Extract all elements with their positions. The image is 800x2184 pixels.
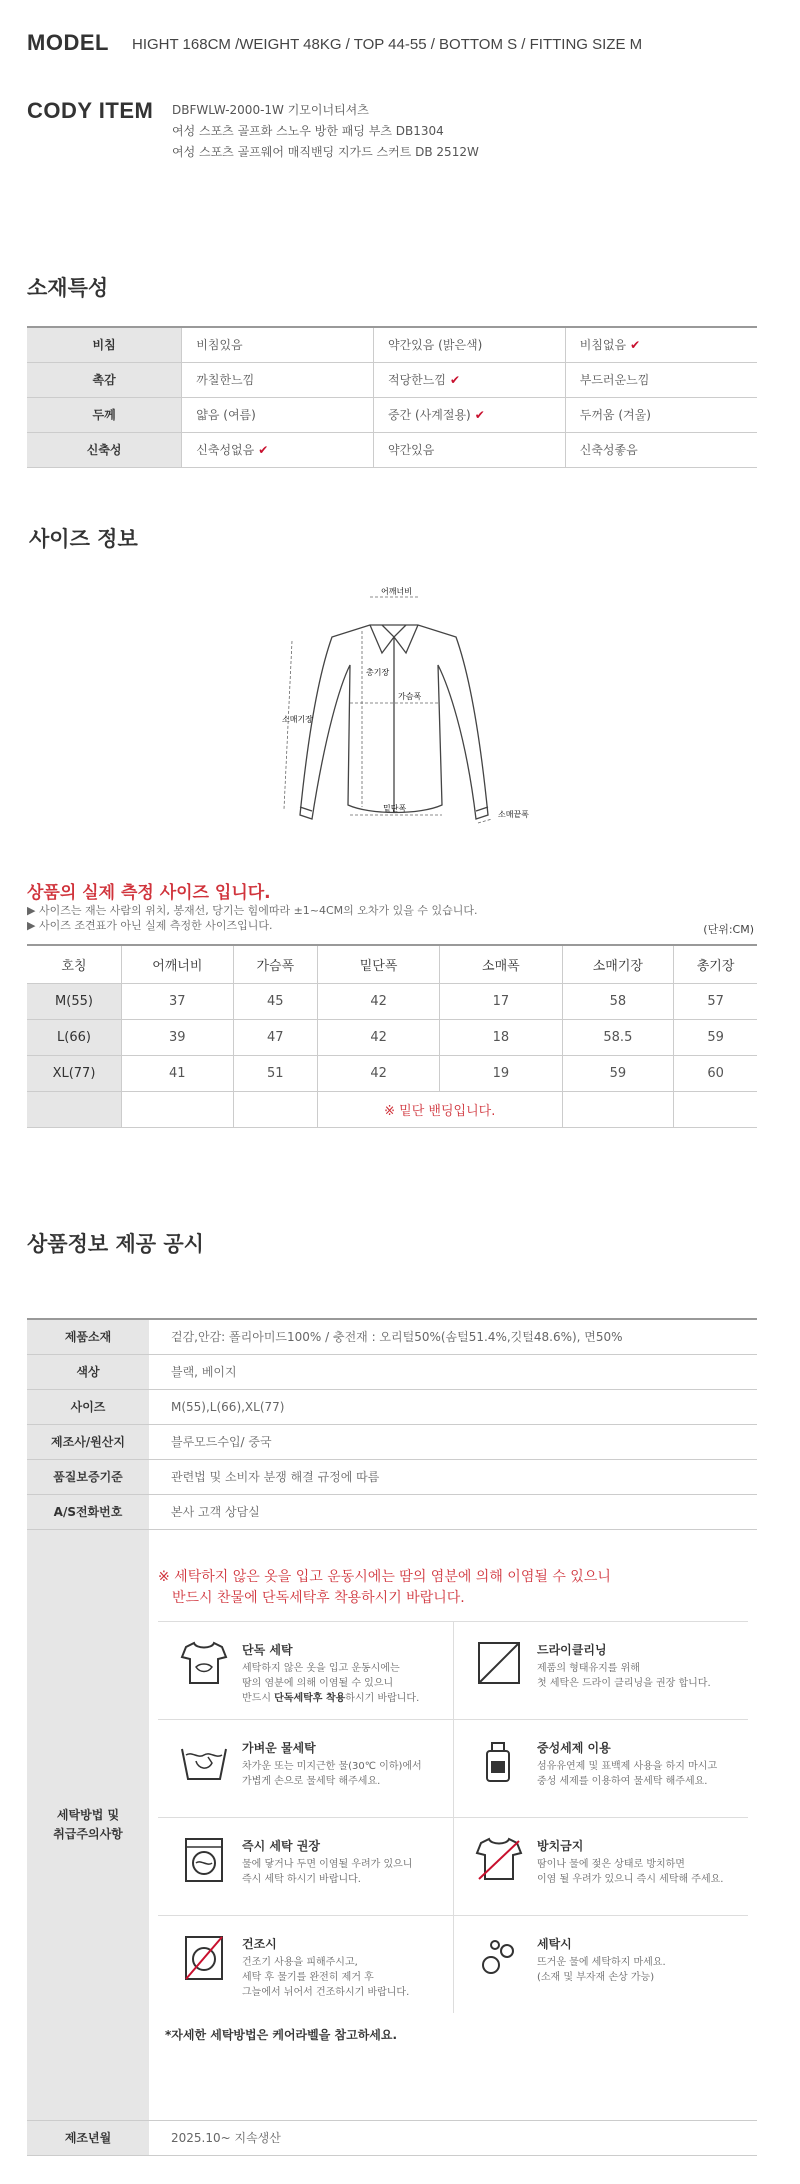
info-row-head: A/S전화번호 bbox=[27, 1494, 149, 1529]
size-cell bbox=[121, 1091, 233, 1127]
size-cell: 19 bbox=[440, 1055, 562, 1091]
material-cell-text: 신축성없음 bbox=[196, 443, 255, 457]
care-item bbox=[453, 1915, 748, 2013]
product-info-title: 상품정보 제공 공시 bbox=[27, 1232, 204, 1256]
size-cell bbox=[233, 1091, 317, 1127]
size-column-header: 밑단폭 bbox=[317, 945, 439, 983]
material-cell bbox=[565, 397, 757, 432]
size-column-header: 소매폭 bbox=[440, 945, 562, 983]
info-row-head: 제품소재 bbox=[27, 1319, 149, 1354]
info-row-value: 블랙, 베이지 bbox=[149, 1354, 757, 1389]
care-item-desc bbox=[537, 1857, 742, 1887]
size-cell: 58.5 bbox=[562, 1019, 674, 1055]
size-cell bbox=[562, 1091, 674, 1127]
care-desc-line: 그늘에서 뉘어서 건조하시기 바랍니다. bbox=[242, 1987, 410, 1998]
material-cell-text: 약간있음 (밝은색) bbox=[388, 338, 483, 353]
info-row bbox=[27, 1459, 757, 1494]
size-cell: 45 bbox=[233, 983, 317, 1019]
info-row-head: 사이즈 bbox=[27, 1389, 149, 1424]
care-item bbox=[158, 1817, 453, 1915]
size-cell: 60 bbox=[674, 1055, 757, 1091]
care-desc-line: 땀의 염분에 의해 이염될 수 있으니 bbox=[242, 1678, 394, 1689]
care-item-desc bbox=[537, 1955, 742, 1985]
care-desc-line: 중성 세제를 이용하여 물세탁 해주세요. bbox=[537, 1776, 708, 1787]
jacket-outline bbox=[300, 625, 488, 819]
size-note: ▶ 사이즈 조견표가 아닌 실제 측정한 사이즈입니다. bbox=[27, 919, 273, 932]
size-cell: 59 bbox=[562, 1055, 674, 1091]
material-cell bbox=[565, 327, 757, 362]
size-section-title: 사이즈 정보 bbox=[29, 527, 138, 551]
size-column-header: 총기장 bbox=[674, 945, 757, 983]
care-footnote: *자세한 세탁방법은 케어라벨을 참고하세요. bbox=[165, 2028, 398, 2042]
material-row bbox=[27, 397, 757, 432]
info-row-head: 제조사/원산지 bbox=[27, 1424, 149, 1459]
size-table bbox=[27, 944, 757, 1128]
material-row bbox=[27, 362, 757, 397]
cody-item: 여성 스포츠 골프화 스노우 방한 패딩 부츠 DB1304 bbox=[172, 124, 444, 138]
care-item-title: 건조시 bbox=[242, 1937, 277, 1951]
care-desc-line: 섬유유연제 및 표백제 사용을 하지 마시고 bbox=[537, 1761, 718, 1772]
size-row-head: M(55) bbox=[27, 983, 121, 1019]
material-cell-text: 비침없음 bbox=[579, 338, 627, 353]
dry-clean-icon bbox=[473, 1637, 525, 1689]
size-row-head: L(66) bbox=[27, 1019, 121, 1055]
model-spec: HIGHT 168CM /WEIGHT 48KG / TOP 44-55 / BOTTOM S / FITTING SIZE M bbox=[132, 36, 643, 53]
material-cell-text: 중간 (사계절용) bbox=[388, 408, 471, 422]
care-desc-line: 세탁하지 않은 옷을 입고 운동시에는 bbox=[242, 1663, 400, 1674]
check-icon: ✔ bbox=[258, 443, 269, 457]
care-desc-line: 세탁 후 물기를 완전히 제거 후 bbox=[242, 1972, 374, 1983]
care-desc-line: 즉시 세탁 하시기 바랍니다. bbox=[242, 1874, 361, 1885]
size-cell: 39 bbox=[121, 1019, 233, 1055]
material-cell bbox=[182, 327, 374, 362]
material-cell-text: 비침있음 bbox=[196, 338, 243, 353]
care-desc-line: 이염 될 우려가 있으니 즉시 세탁해 주세요. bbox=[537, 1874, 724, 1885]
label-hem: 밑단폭 bbox=[383, 804, 407, 813]
size-column-header: 호칭 bbox=[27, 945, 121, 983]
size-column-header: 어깨너비 bbox=[121, 945, 233, 983]
material-table bbox=[27, 326, 757, 468]
care-desc-line: 땀이나 물에 젖은 상태로 방치하면 bbox=[537, 1859, 685, 1870]
care-warning bbox=[158, 1567, 611, 1609]
care-item-desc bbox=[537, 1759, 742, 1789]
material-cell bbox=[182, 432, 374, 467]
size-footnote-row bbox=[27, 1091, 757, 1127]
material-cell-text: 적당한느낌 bbox=[388, 373, 446, 387]
care-item bbox=[158, 1915, 453, 2013]
no-leave-wet-icon bbox=[473, 1833, 525, 1885]
care-item-desc bbox=[537, 1661, 742, 1691]
care-item-desc bbox=[242, 1661, 447, 1706]
info-row-value: 블루모드수입/ 중국 bbox=[149, 1424, 757, 1459]
size-row-head bbox=[27, 1091, 121, 1127]
material-cell bbox=[182, 362, 374, 397]
size-cell: 42 bbox=[317, 983, 439, 1019]
material-cell-text: 얇음 (여름) bbox=[196, 408, 256, 422]
care-divider bbox=[453, 1621, 454, 2013]
material-cell-text: 까칠한느낌 bbox=[196, 373, 255, 387]
size-cell: 42 bbox=[317, 1019, 439, 1055]
info-row bbox=[27, 1424, 757, 1459]
care-item-title: 단독 세탁 bbox=[242, 1643, 293, 1657]
care-desc-line: 물에 닿거나 두면 이염될 우려가 있으니 bbox=[242, 1859, 413, 1870]
label-total-length: 총기장 bbox=[366, 668, 390, 677]
care-item bbox=[158, 1719, 453, 1817]
material-cell bbox=[374, 397, 566, 432]
care-item-desc bbox=[242, 1759, 447, 1789]
date-head: 제조년월 bbox=[27, 2120, 149, 2155]
info-row bbox=[27, 1354, 757, 1389]
info-row-value: 본사 고객 상담실 bbox=[149, 1494, 757, 1529]
care-desc-line: 차가운 또는 미지근한 물(30℃ 이하)에서 bbox=[242, 1761, 422, 1772]
material-row bbox=[27, 432, 757, 467]
label-chest: 가슴폭 bbox=[398, 692, 422, 701]
cody-item: 여성 스포츠 골프웨어 매직밴딩 지가드 스커트 DB 2512W bbox=[172, 145, 479, 159]
label-sleeve-cuff: 소매끝폭 bbox=[498, 810, 529, 819]
no-dryer-icon bbox=[178, 1931, 230, 1983]
material-cell-text: 신축성좋음 bbox=[579, 443, 638, 457]
info-row-value: M(55),L(66),XL(77) bbox=[149, 1389, 757, 1424]
care-head-line: 세탁방법 및 bbox=[56, 1807, 120, 1822]
check-icon: ✔ bbox=[474, 408, 485, 422]
size-notes bbox=[27, 903, 478, 933]
unit-label: (단위:CM) bbox=[703, 923, 754, 936]
size-row bbox=[27, 1019, 757, 1055]
size-cell: 41 bbox=[121, 1055, 233, 1091]
material-cell bbox=[565, 432, 757, 467]
label-sleeve-length: 소매기장 bbox=[282, 715, 313, 724]
size-footnote: ※ 밑단 밴딩입니다. bbox=[317, 1091, 562, 1127]
check-icon: ✔ bbox=[449, 373, 461, 387]
size-cell: 57 bbox=[674, 983, 757, 1019]
material-cell bbox=[374, 362, 566, 397]
size-note: ▶ 사이즈는 재는 사람의 위치, 봉재선, 당기는 힘에따라 ±1~4CM의 오차가 있을 수 있습니다. bbox=[27, 904, 478, 917]
care-item bbox=[453, 1621, 748, 1719]
care-item bbox=[158, 1621, 453, 1719]
info-row-value: 겉감,안감: 폴리아미드100% / 충전재 : 오리털50%(솜털51.4%,깃털48.6%), 면50% bbox=[149, 1319, 757, 1354]
care-item-title: 방치금지 bbox=[537, 1839, 584, 1853]
model-label: MODEL bbox=[27, 30, 109, 55]
care-item-title: 중성세제 이용 bbox=[537, 1741, 611, 1755]
material-row-head: 신축성 bbox=[27, 432, 182, 467]
cody-item: DBFWLW-2000-1W 기모이너티셔츠 bbox=[172, 103, 369, 117]
size-cell: 59 bbox=[674, 1019, 757, 1055]
cody-item-label: CODY ITEM bbox=[27, 98, 154, 123]
care-item bbox=[453, 1817, 748, 1915]
care-desc-text: 하시기 바랍니다. bbox=[345, 1693, 420, 1704]
size-cell: 58 bbox=[562, 983, 674, 1019]
care-head-line: 취급주의사항 bbox=[53, 1826, 123, 1841]
detergent-icon bbox=[473, 1735, 525, 1787]
care-item-desc bbox=[242, 1955, 447, 2000]
size-column-header: 가슴폭 bbox=[233, 945, 317, 983]
care-desc-line: 뜨거운 물에 세탁하지 마세요. bbox=[537, 1957, 666, 1968]
info-row-value: 관련법 및 소비자 분쟁 해결 규정에 따름 bbox=[149, 1459, 757, 1494]
check-icon: ✔ bbox=[630, 338, 641, 353]
care-item-title: 세탁시 bbox=[537, 1937, 572, 1951]
info-row bbox=[27, 1319, 757, 1354]
care-item-title: 즉시 세탁 권장 bbox=[242, 1839, 320, 1853]
care-desc-line: 제품의 형태유지를 위해 bbox=[537, 1663, 640, 1674]
care-desc-line: (소재 및 부자재 손상 가능) bbox=[537, 1972, 655, 1983]
size-column-header: 소매기장 bbox=[562, 945, 674, 983]
material-row-head: 두께 bbox=[27, 397, 182, 432]
material-cell-text: 부드러운느낌 bbox=[579, 373, 650, 387]
material-row bbox=[27, 327, 757, 362]
washing-machine-icon bbox=[178, 1833, 230, 1885]
size-cell: 17 bbox=[440, 983, 562, 1019]
material-cell bbox=[374, 432, 566, 467]
care-desc-text: 반드시 bbox=[242, 1693, 275, 1704]
size-row bbox=[27, 1055, 757, 1091]
size-cell: 37 bbox=[121, 983, 233, 1019]
size-row-head: XL(77) bbox=[27, 1055, 121, 1091]
material-row-head: 촉감 bbox=[27, 362, 182, 397]
info-row-head: 품질보증기준 bbox=[27, 1459, 149, 1494]
jacket-size-diagram bbox=[270, 575, 560, 865]
size-cell: 51 bbox=[233, 1055, 317, 1091]
material-row-head: 비침 bbox=[27, 327, 182, 362]
care-warning-line: 반드시 찬물에 단독세탁후 착용하시기 바랍니다. bbox=[172, 1590, 465, 1606]
material-cell bbox=[565, 362, 757, 397]
care-item-title: 드라이클리닝 bbox=[537, 1643, 607, 1657]
material-cell-text: 약간있음 bbox=[388, 443, 435, 457]
info-row-head: 색상 bbox=[27, 1354, 149, 1389]
material-section-title: 소재특성 bbox=[27, 276, 109, 300]
material-cell bbox=[182, 397, 374, 432]
size-cell: 18 bbox=[440, 1019, 562, 1055]
tshirt-wash-icon bbox=[178, 1637, 230, 1689]
care-item-desc bbox=[242, 1857, 447, 1887]
info-row bbox=[27, 1494, 757, 1529]
material-cell-text: 두꺼움 (겨울) bbox=[579, 408, 651, 422]
size-row bbox=[27, 983, 757, 1019]
size-note-title: 상품의 실제 측정 사이즈 입니다. bbox=[27, 883, 271, 903]
bubbles-icon bbox=[473, 1931, 525, 1983]
care-item bbox=[453, 1719, 748, 1817]
care-desc-line: 건조기 사용을 피해주시고, bbox=[242, 1957, 358, 1968]
care-row-head bbox=[27, 1529, 149, 2120]
care-desc-line: 첫 세탁은 드라이 클리닝을 권장 합니다. bbox=[537, 1678, 711, 1689]
care-desc-line bbox=[242, 1691, 447, 1706]
size-cell: 47 bbox=[233, 1019, 317, 1055]
care-desc-emphasis: 단독세탁후 착용 bbox=[274, 1693, 346, 1704]
care-item-title: 가벼운 물세탁 bbox=[242, 1741, 316, 1755]
size-cell bbox=[674, 1091, 757, 1127]
care-desc-line: 가볍게 손으로 물세탁 해주세요. bbox=[242, 1776, 381, 1787]
care-warning-line: ※ 세탁하지 않은 옷을 입고 운동시에는 땀의 염분에 의해 이염될 수 있으니 bbox=[158, 1569, 611, 1585]
material-cell bbox=[374, 327, 566, 362]
label-shoulder: 어깨너비 bbox=[381, 587, 412, 596]
date-value: 2025.10~ 지속생산 bbox=[149, 2120, 757, 2155]
cody-item-list bbox=[172, 100, 479, 163]
info-row bbox=[27, 2120, 757, 2155]
size-cell: 42 bbox=[317, 1055, 439, 1091]
info-row bbox=[27, 1389, 757, 1424]
hand-wash-icon bbox=[178, 1735, 230, 1787]
